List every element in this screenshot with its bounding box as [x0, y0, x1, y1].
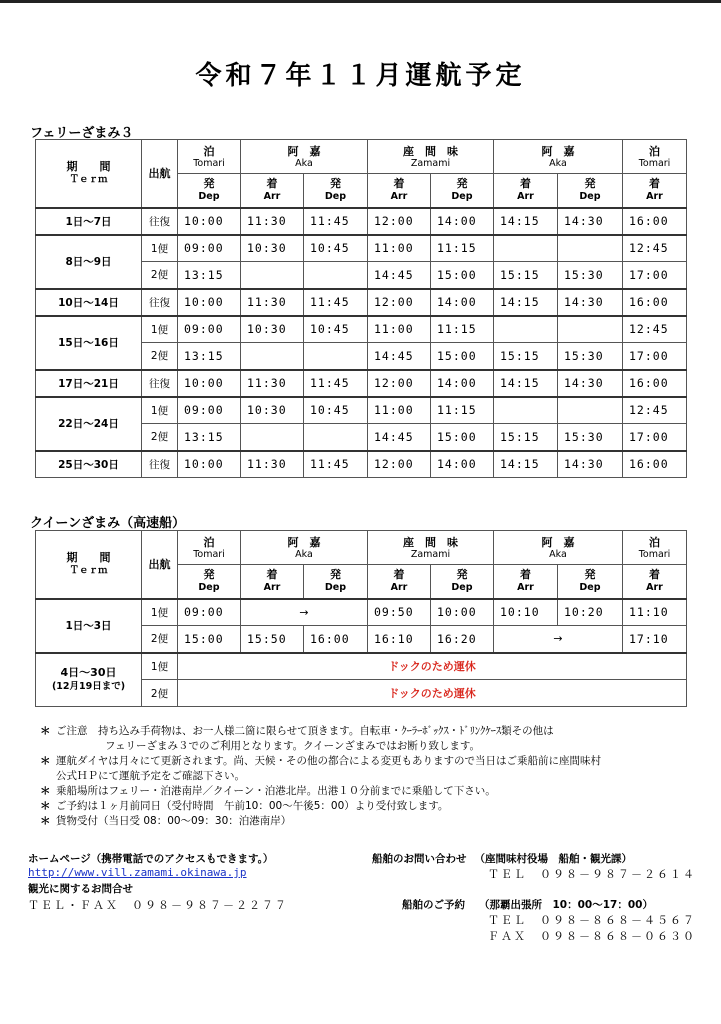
queen-port-aka-return: 阿 嘉 Aka	[494, 531, 623, 565]
time-cell: 13:15	[178, 424, 241, 451]
time-cell: 09:00	[178, 235, 241, 262]
queen-port-header-row	[36, 531, 687, 565]
ferry-term: 10日～14日	[36, 289, 142, 316]
time-cell: 10:00	[178, 370, 241, 397]
ferry-kind: 2便	[142, 262, 178, 289]
note-line: 公式ＨＰにて運航予定をご確認下さい。	[56, 770, 245, 782]
da-2: 発 Dep	[304, 174, 368, 208]
time-cell: 12:00	[368, 451, 431, 478]
queen-term-1-3: 1日～3日	[36, 599, 142, 653]
time-cell: 11:45	[304, 289, 368, 316]
port-tomari-arr: 泊 Tomari	[623, 140, 687, 174]
note-line: フェリーざまみ３でのご利用となります。クイーンざまみではお断り致します。	[105, 740, 481, 752]
time-cell: 10:45	[304, 316, 368, 343]
ferry-kind: 1便	[142, 397, 178, 424]
queen-kind: 1便	[142, 599, 178, 626]
time-cell: 14:30	[558, 208, 623, 235]
tourism-tel: ＴＥＬ・ＦＡＸ ０９８－９８７－２２７７	[28, 899, 288, 912]
da-1: 着 Arr	[241, 174, 304, 208]
time-cell: 14:15	[494, 451, 558, 478]
time-cell: 13:15	[178, 262, 241, 289]
time-cell: 10:30	[241, 397, 304, 424]
queen-term-header: 期 間 Ｔｅｒｍ	[36, 531, 142, 599]
time-cell: 15:15	[494, 424, 558, 451]
reservation-tel: ＴＥＬ ０９８－８６８－４５６７	[488, 914, 696, 927]
time-cell: 12:00	[368, 289, 431, 316]
queen-dock-row-1	[36, 653, 687, 680]
term-header: 期 間 Ｔｅｒｍ	[36, 140, 142, 208]
ship-inquiry-label: 船舶のお問い合わせ （座間味村役場 船舶・観光課）	[372, 853, 632, 865]
port-aka-return: 阿 嘉 Aka	[494, 140, 623, 174]
ferry-kind: 往復	[142, 289, 178, 316]
time-cell	[241, 262, 304, 289]
time-cell: 14:15	[494, 370, 558, 397]
time-cell: 14:15	[494, 208, 558, 235]
time-cell	[494, 235, 558, 262]
time-cell: 09:00	[178, 397, 241, 424]
da-3: 着 Arr	[368, 174, 431, 208]
port-zamami: 座 間 味 Zamami	[368, 140, 494, 174]
time-cell: 11:15	[431, 316, 494, 343]
time-cell: 10:10	[494, 599, 558, 626]
reservation-label: 船舶のご予約 （那覇出張所 10：00～17：00）	[402, 899, 653, 911]
time-cell: 14:00	[431, 370, 494, 397]
time-cell: 10:30	[241, 316, 304, 343]
note-line: ＊ 運航ダイヤは月々にて更新されます。尚、天候・その他の都合による変更もありますので当日はご乗船前に座間味村	[40, 755, 601, 767]
queen-da-1: 着 Arr	[241, 565, 304, 599]
time-cell: 16:00	[623, 289, 687, 316]
time-cell: 15:30	[558, 262, 623, 289]
queen-port-tomari-dep: 泊 Tomari	[178, 531, 241, 565]
time-cell: 11:30	[241, 208, 304, 235]
time-cell: 12:45	[623, 316, 687, 343]
time-cell: 10:20	[558, 599, 623, 626]
ferry-kind: 往復	[142, 208, 178, 235]
time-cell: 15:30	[558, 424, 623, 451]
time-cell: 12:45	[623, 397, 687, 424]
port-aka-out: 阿 嘉 Aka	[241, 140, 368, 174]
ferry-row	[36, 235, 687, 262]
time-cell: 16:10	[368, 626, 431, 653]
time-cell: 17:00	[623, 262, 687, 289]
note-line: ＊ 貨物受付（当日受 08：00～09：30：泊港南岸）	[40, 815, 292, 827]
time-cell: 14:45	[368, 343, 431, 370]
time-cell: 11:00	[368, 316, 431, 343]
time-cell: 14:00	[431, 289, 494, 316]
arrow-cell: →	[241, 599, 368, 626]
time-cell: 14:00	[431, 451, 494, 478]
time-cell: 11:45	[304, 208, 368, 235]
time-cell: 14:45	[368, 424, 431, 451]
time-cell: 16:00	[623, 451, 687, 478]
time-cell: 17:00	[623, 343, 687, 370]
tourism-label: 観光に関するお問合せ	[28, 883, 133, 895]
queen-port-aka-out: 阿 嘉 Aka	[241, 531, 368, 565]
time-cell: 15:50	[241, 626, 304, 653]
port-tomari-dep: 泊 Tomari	[178, 140, 241, 174]
queen-kind: 2便	[142, 626, 178, 653]
time-cell: 17:00	[623, 424, 687, 451]
time-cell: 16:00	[304, 626, 368, 653]
time-cell	[558, 235, 623, 262]
ferry-row	[36, 316, 687, 343]
ferry-port-header-row	[36, 140, 687, 174]
queen-da-5: 着 Arr	[494, 565, 558, 599]
ferry-kind: 2便	[142, 424, 178, 451]
reservation-fax: ＦＡＸ ０９８－８６８－０６３０	[488, 930, 696, 943]
ferry-term: 22日～24日	[36, 397, 142, 451]
time-cell: 11:30	[241, 370, 304, 397]
da-6: 発 Dep	[558, 174, 623, 208]
dock-suspension-notice: ドックのため運休	[178, 653, 687, 680]
queen-port-tomari-arr: 泊 Tomari	[623, 531, 687, 565]
da-0: 発 Dep	[178, 174, 241, 208]
time-cell	[304, 262, 368, 289]
time-cell: 10:00	[431, 599, 494, 626]
note-line: ＊ ご予約は１ヶ月前同日（受付時間 午前10：00～午後5：00）より受付致します。	[40, 800, 449, 812]
time-cell: 14:30	[558, 370, 623, 397]
time-cell: 11:15	[431, 235, 494, 262]
time-cell: 15:15	[494, 343, 558, 370]
time-cell: 11:00	[368, 235, 431, 262]
ship-inquiry-tel: ＴＥＬ ０９８－９８７－２６１４	[488, 868, 696, 881]
time-cell: 14:15	[494, 289, 558, 316]
time-cell: 17:10	[623, 626, 687, 653]
ferry-row	[36, 289, 687, 316]
time-cell: 11:30	[241, 289, 304, 316]
ferry-kind: 1便	[142, 235, 178, 262]
time-cell: 10:00	[178, 289, 241, 316]
time-cell	[494, 316, 558, 343]
time-cell	[494, 397, 558, 424]
homepage-link[interactable]: http://www.vill.zamami.okinawa.jp	[28, 866, 247, 879]
time-cell: 09:00	[178, 316, 241, 343]
queen-da-2: 発 Dep	[304, 565, 368, 599]
da-5: 着 Arr	[494, 174, 558, 208]
queen-section-title: クイーンざまみ（高速船）	[30, 516, 186, 531]
time-cell: 14:30	[558, 289, 623, 316]
time-cell: 15:00	[431, 343, 494, 370]
queen-da-7: 着 Arr	[623, 565, 687, 599]
time-cell: 11:45	[304, 451, 368, 478]
ferry-kind: 往復	[142, 451, 178, 478]
ferry-schedule-table	[35, 139, 687, 478]
ferry-term: 17日～21日	[36, 370, 142, 397]
time-cell: 11:15	[431, 397, 494, 424]
time-cell: 15:15	[494, 262, 558, 289]
queen-dock-term: 4日～30日 (12月19日まで)	[36, 653, 142, 707]
queen-da-6: 発 Dep	[558, 565, 623, 599]
time-cell: 11:00	[368, 397, 431, 424]
time-cell: 14:30	[558, 451, 623, 478]
queen-da-4: 発 Dep	[431, 565, 494, 599]
time-cell: 11:45	[304, 370, 368, 397]
time-cell: 11:10	[623, 599, 687, 626]
time-cell: 13:15	[178, 343, 241, 370]
time-cell: 16:00	[623, 208, 687, 235]
ferry-row	[36, 370, 687, 397]
queen-dock-kind: 2便	[142, 680, 178, 707]
ferry-section-title: フェリーざまみ３	[30, 126, 134, 141]
time-cell: 12:00	[368, 370, 431, 397]
time-cell: 09:00	[178, 599, 241, 626]
time-cell: 15:00	[431, 262, 494, 289]
arrow-cell: →	[494, 626, 623, 653]
ferry-term: 15日～16日	[36, 316, 142, 370]
ferry-term: 8日～9日	[36, 235, 142, 289]
time-cell	[304, 424, 368, 451]
note-line: ＊ 乗船場所はフェリー・泊港南岸／クイーン・泊港北岸。出港１０分前までに乗船して下さい。	[40, 785, 496, 797]
queen-dock-kind: 1便	[142, 653, 178, 680]
top-border	[0, 0, 721, 3]
dock-suspension-notice: ドックのため運休	[178, 680, 687, 707]
time-cell: 10:00	[178, 451, 241, 478]
time-cell: 10:00	[178, 208, 241, 235]
time-cell: 14:45	[368, 262, 431, 289]
time-cell: 10:45	[304, 397, 368, 424]
ferry-term: 1日～7日	[36, 208, 142, 235]
time-cell: 15:00	[178, 626, 241, 653]
kind-header: 出航	[142, 140, 178, 208]
time-cell: 16:20	[431, 626, 494, 653]
time-cell	[304, 343, 368, 370]
time-cell: 14:00	[431, 208, 494, 235]
time-cell	[558, 316, 623, 343]
time-cell: 10:45	[304, 235, 368, 262]
queen-row-1	[36, 599, 687, 626]
queen-port-zamami: 座 間 味 Zamami	[368, 531, 494, 565]
time-cell: 10:30	[241, 235, 304, 262]
ferry-kind: 往復	[142, 370, 178, 397]
time-cell: 12:00	[368, 208, 431, 235]
ferry-row	[36, 208, 687, 235]
ferry-kind: 2便	[142, 343, 178, 370]
time-cell: 12:45	[623, 235, 687, 262]
ferry-row	[36, 451, 687, 478]
da-4: 発 Dep	[431, 174, 494, 208]
time-cell: 09:50	[368, 599, 431, 626]
ferry-term: 25日～30日	[36, 451, 142, 478]
queen-da-0: 発 Dep	[178, 565, 241, 599]
time-cell: 15:00	[431, 424, 494, 451]
homepage-label: ホームページ（携帯電話でのアクセスもできます。）	[28, 853, 274, 865]
queen-da-3: 着 Arr	[368, 565, 431, 599]
time-cell: 11:30	[241, 451, 304, 478]
time-cell: 15:30	[558, 343, 623, 370]
da-7: 着 Arr	[623, 174, 687, 208]
time-cell	[241, 424, 304, 451]
queen-schedule-table	[35, 530, 687, 707]
ferry-kind: 1便	[142, 316, 178, 343]
queen-kind-header: 出航	[142, 531, 178, 599]
time-cell	[558, 397, 623, 424]
page-title: 令和７年１１月運航予定	[195, 61, 526, 91]
time-cell	[241, 343, 304, 370]
ferry-row	[36, 397, 687, 424]
notes-block	[40, 724, 601, 829]
time-cell: 16:00	[623, 370, 687, 397]
note-line: ＊ ご注意 持ち込み手荷物は、お一人様二箇に限らせて頂きます。自転車・ｸｰﾗｰﾎﾞｯｸｽ・ﾄﾞﾘﾝｸｹｰｽ類その他は	[40, 725, 554, 737]
